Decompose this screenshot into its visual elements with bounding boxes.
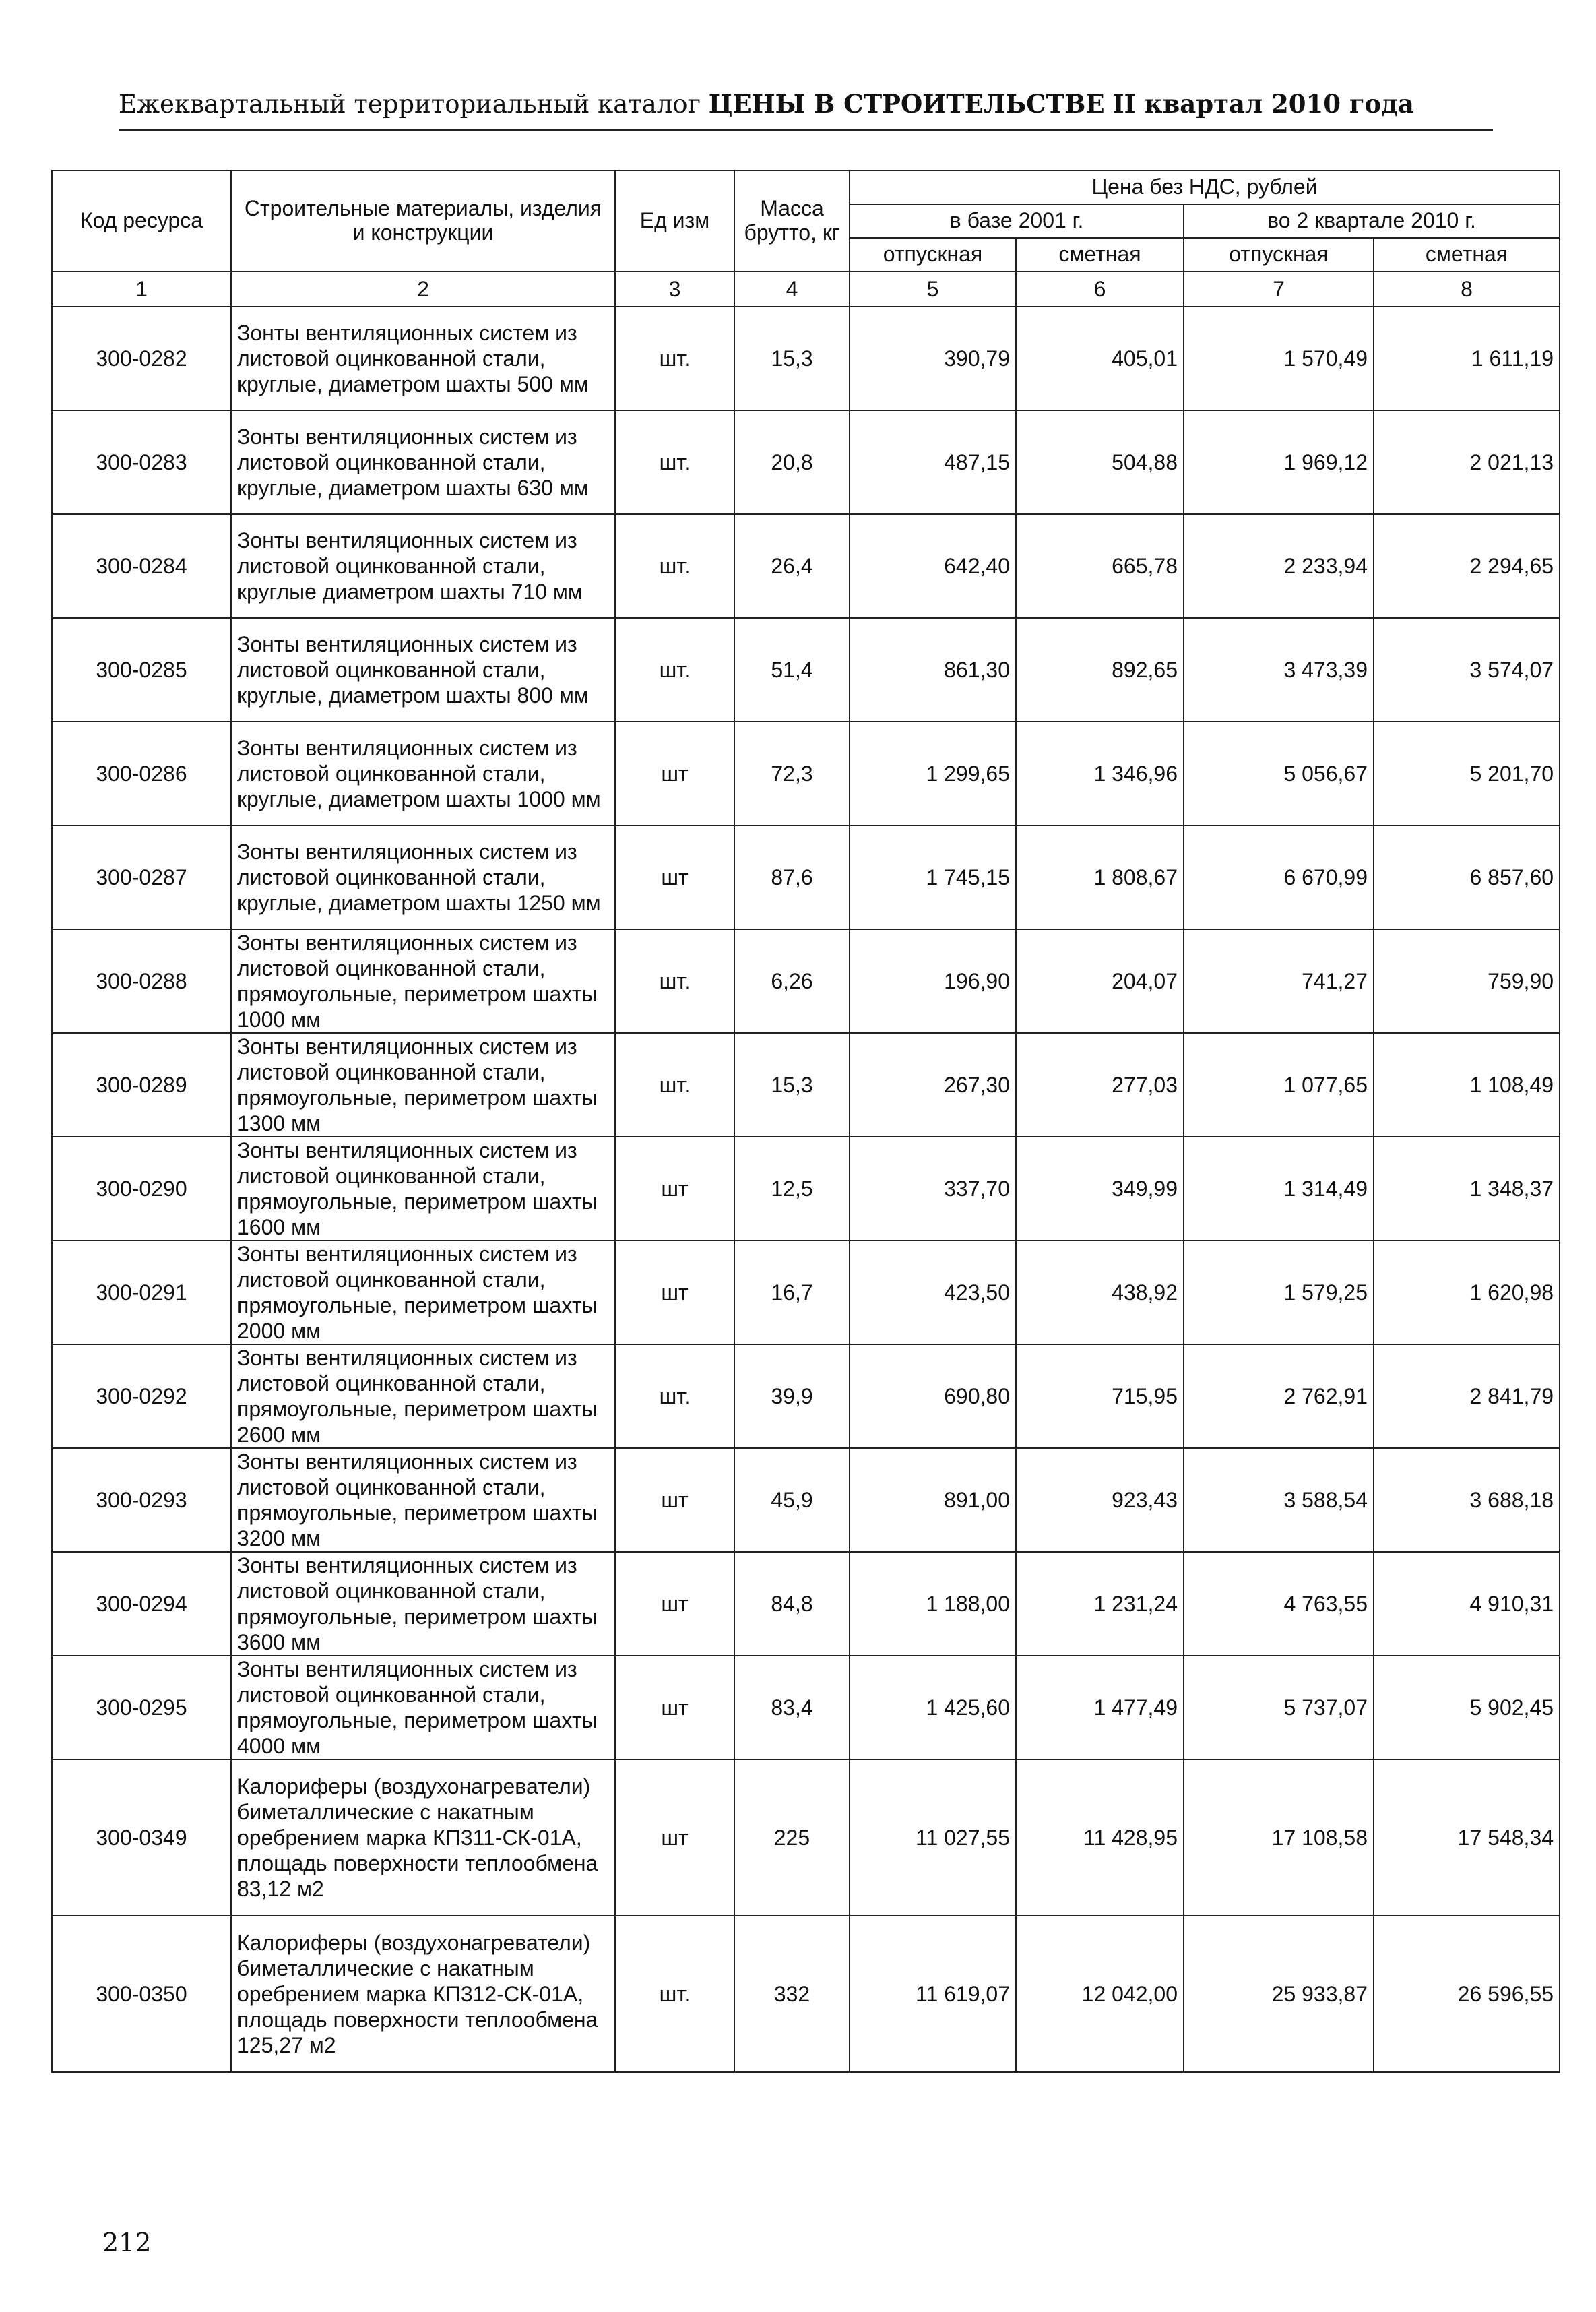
current-release-price: 1 077,65 [1184, 1033, 1374, 1137]
table-row [52, 618, 1560, 722]
unit-of-measure: шт. [615, 618, 734, 722]
base-estimate-price: 1 808,67 [1016, 825, 1184, 929]
base-estimate-price: 12 042,00 [1016, 1916, 1184, 2072]
header-name: Строительные материалы, изделия и конструкции [231, 170, 615, 272]
base-estimate-price: 349,99 [1016, 1137, 1184, 1241]
base-release-price: 390,79 [850, 307, 1016, 410]
table-row [52, 1033, 1560, 1137]
header-row-1 [52, 170, 1560, 204]
material-name: Зонты вентиляционных систем из листовой оцинкованной стали, круглые, диаметром шахты 1000 мм [231, 722, 615, 825]
header-mass: Масса брутто, кг [734, 170, 850, 272]
header-base-estimate: сметная [1016, 238, 1184, 272]
header-base-release: отпускная [850, 238, 1016, 272]
base-estimate-price: 204,07 [1016, 929, 1184, 1033]
current-estimate-price: 4 910,31 [1374, 1552, 1560, 1656]
current-estimate-price: 2 841,79 [1374, 1344, 1560, 1448]
gross-mass: 45,9 [734, 1448, 850, 1552]
gross-mass: 15,3 [734, 307, 850, 410]
material-name: Зонты вентиляционных систем из листовой оцинкованной стали, прямоугольные, периметром шахты 1600 мм [231, 1137, 615, 1241]
resource-code: 300-0293 [52, 1448, 231, 1552]
material-name: Зонты вентиляционных систем из листовой оцинкованной стали, прямоугольные, периметром шахты 1300 мм [231, 1033, 615, 1137]
current-release-price: 6 670,99 [1184, 825, 1374, 929]
current-estimate-price: 1 611,19 [1374, 307, 1560, 410]
current-release-price: 3 588,54 [1184, 1448, 1374, 1552]
unit-of-measure: шт. [615, 929, 734, 1033]
gross-mass: 39,9 [734, 1344, 850, 1448]
base-estimate-price: 1 231,24 [1016, 1552, 1184, 1656]
header-rule [119, 129, 1493, 131]
base-release-price: 337,70 [850, 1137, 1016, 1241]
resource-code: 300-0288 [52, 929, 231, 1033]
gross-mass: 6,26 [734, 929, 850, 1033]
table-row [52, 1448, 1560, 1552]
base-release-price: 690,80 [850, 1344, 1016, 1448]
gross-mass: 84,8 [734, 1552, 850, 1656]
current-release-price: 2 233,94 [1184, 514, 1374, 618]
price-table [51, 170, 1560, 2073]
material-name: Зонты вентиляционных систем из листовой оцинкованной стали, круглые, диаметром шахты 1250 мм [231, 825, 615, 929]
table-row [52, 307, 1560, 410]
current-release-price: 1 579,25 [1184, 1241, 1374, 1344]
catalog-title: ЦЕНЫ В СТРОИТЕЛЬСТВЕ [708, 89, 1105, 119]
material-name: Калориферы (воздухонагреватели) биметаллические с накатным оребрением марка КП312-СК-01А, площадь поверхности теплообмена 125,27 м2 [231, 1916, 615, 2072]
unit-of-measure: шт [615, 1552, 734, 1656]
gross-mass: 16,7 [734, 1241, 850, 1344]
resource-code: 300-0283 [52, 410, 231, 514]
unit-of-measure: шт [615, 1448, 734, 1552]
current-release-price: 5 056,67 [1184, 722, 1374, 825]
base-release-price: 642,40 [850, 514, 1016, 618]
material-name: Зонты вентиляционных систем из листовой оцинкованной стали, круглые, диаметром шахты 630 мм [231, 410, 615, 514]
current-estimate-price: 5 902,45 [1374, 1656, 1560, 1759]
current-release-price: 3 473,39 [1184, 618, 1374, 722]
base-release-price: 11 027,55 [850, 1759, 1016, 1916]
material-name: Калориферы (воздухонагреватели) биметаллические с накатным оребрением марка КП311-СК-01А, площадь поверхности теплообмена 83,12 м2 [231, 1759, 615, 1916]
material-name: Зонты вентиляционных систем из листовой оцинкованной стали, прямоугольные, периметром шахты 4000 мм [231, 1656, 615, 1759]
table-row [52, 1552, 1560, 1656]
table-row [52, 722, 1560, 825]
column-number: 1 [52, 272, 231, 307]
gross-mass: 26,4 [734, 514, 850, 618]
resource-code: 300-0294 [52, 1552, 231, 1656]
table-row [52, 514, 1560, 618]
base-estimate-price: 11 428,95 [1016, 1759, 1184, 1916]
column-number-row [52, 272, 1560, 307]
current-estimate-price: 2 294,65 [1374, 514, 1560, 618]
header-code: Код ресурса [52, 170, 231, 272]
gross-mass: 225 [734, 1759, 850, 1916]
current-release-price: 5 737,07 [1184, 1656, 1374, 1759]
gross-mass: 83,4 [734, 1656, 850, 1759]
unit-of-measure: шт [615, 1759, 734, 1916]
gross-mass: 51,4 [734, 618, 850, 722]
material-name: Зонты вентиляционных систем из листовой оцинкованной стали, прямоугольные, периметром шахты 3200 мм [231, 1448, 615, 1552]
base-estimate-price: 665,78 [1016, 514, 1184, 618]
column-number: 7 [1184, 272, 1374, 307]
current-release-price: 1 570,49 [1184, 307, 1374, 410]
base-estimate-price: 1 346,96 [1016, 722, 1184, 825]
material-name: Зонты вентиляционных систем из листовой оцинкованной стали, прямоугольные, периметром шахты 2600 мм [231, 1344, 615, 1448]
resource-code: 300-0286 [52, 722, 231, 825]
current-release-price: 4 763,55 [1184, 1552, 1374, 1656]
catalog-prefix: Ежеквартальный территориальный каталог [119, 90, 701, 119]
header-current-estimate: сметная [1374, 238, 1560, 272]
gross-mass: 12,5 [734, 1137, 850, 1241]
unit-of-measure: шт. [615, 1033, 734, 1137]
resource-code: 300-0290 [52, 1137, 231, 1241]
unit-of-measure: шт [615, 1656, 734, 1759]
base-release-price: 1 299,65 [850, 722, 1016, 825]
material-name: Зонты вентиляционных систем из листовой оцинкованной стали, прямоугольные, периметром шахты 2000 мм [231, 1241, 615, 1344]
current-estimate-price: 1 348,37 [1374, 1137, 1560, 1241]
gross-mass: 20,8 [734, 410, 850, 514]
column-number: 3 [615, 272, 734, 307]
base-estimate-price: 277,03 [1016, 1033, 1184, 1137]
resource-code: 300-0289 [52, 1033, 231, 1137]
unit-of-measure: шт [615, 1241, 734, 1344]
base-estimate-price: 715,95 [1016, 1344, 1184, 1448]
base-estimate-price: 438,92 [1016, 1241, 1184, 1344]
table-row [52, 1759, 1560, 1916]
base-estimate-price: 923,43 [1016, 1448, 1184, 1552]
base-release-price: 196,90 [850, 929, 1016, 1033]
unit-of-measure: шт [615, 722, 734, 825]
unit-of-measure: шт. [615, 307, 734, 410]
current-estimate-price: 1 108,49 [1374, 1033, 1560, 1137]
current-estimate-price: 26 596,55 [1374, 1916, 1560, 2072]
base-release-price: 267,30 [850, 1033, 1016, 1137]
gross-mass: 332 [734, 1916, 850, 2072]
table-body [52, 307, 1560, 2072]
unit-of-measure: шт [615, 825, 734, 929]
base-estimate-price: 504,88 [1016, 410, 1184, 514]
table-row [52, 825, 1560, 929]
page-number: 212 [102, 2228, 152, 2257]
base-estimate-price: 1 477,49 [1016, 1656, 1184, 1759]
table-row [52, 410, 1560, 514]
current-estimate-price: 2 021,13 [1374, 410, 1560, 514]
current-release-price: 2 762,91 [1184, 1344, 1374, 1448]
column-number: 5 [850, 272, 1016, 307]
resource-code: 300-0292 [52, 1344, 231, 1448]
base-release-price: 861,30 [850, 618, 1016, 722]
catalog-period: II квартал 2010 года [1112, 89, 1414, 119]
gross-mass: 15,3 [734, 1033, 850, 1137]
header-current: во 2 квартале 2010 г. [1184, 204, 1560, 238]
base-release-price: 1 188,00 [850, 1552, 1016, 1656]
base-estimate-price: 892,65 [1016, 618, 1184, 722]
current-release-price: 17 108,58 [1184, 1759, 1374, 1916]
resource-code: 300-0349 [52, 1759, 231, 1916]
material-name: Зонты вентиляционных систем из листовой оцинкованной стали, прямоугольные, периметром шахты 1000 мм [231, 929, 615, 1033]
column-number: 8 [1374, 272, 1560, 307]
material-name: Зонты вентиляционных систем из листовой оцинкованной стали, круглые, диаметром шахты 500 мм [231, 307, 615, 410]
material-name: Зонты вентиляционных систем из листовой оцинкованной стали, круглые диаметром шахты 710 мм [231, 514, 615, 618]
resource-code: 300-0284 [52, 514, 231, 618]
current-estimate-price: 1 620,98 [1374, 1241, 1560, 1344]
base-release-price: 1 425,60 [850, 1656, 1016, 1759]
resource-code: 300-0285 [52, 618, 231, 722]
table-row [52, 1656, 1560, 1759]
current-release-price: 741,27 [1184, 929, 1374, 1033]
resource-code: 300-0282 [52, 307, 231, 410]
table-row [52, 1344, 1560, 1448]
resource-code: 300-0350 [52, 1916, 231, 2072]
unit-of-measure: шт. [615, 410, 734, 514]
unit-of-measure: шт. [615, 1344, 734, 1448]
header-base: в базе 2001 г. [850, 204, 1184, 238]
table-row [52, 1137, 1560, 1241]
resource-code: 300-0295 [52, 1656, 231, 1759]
current-estimate-price: 3 574,07 [1374, 618, 1560, 722]
base-release-price: 487,15 [850, 410, 1016, 514]
header-price: Цена без НДС, рублей [850, 170, 1560, 204]
current-release-price: 1 969,12 [1184, 410, 1374, 514]
material-name: Зонты вентиляционных систем из листовой оцинкованной стали, круглые, диаметром шахты 800 мм [231, 618, 615, 722]
base-release-price: 11 619,07 [850, 1916, 1016, 2072]
base-release-price: 1 745,15 [850, 825, 1016, 929]
page-header [119, 89, 1493, 119]
gross-mass: 87,6 [734, 825, 850, 929]
header-current-release: отпускная [1184, 238, 1374, 272]
table-row [52, 929, 1560, 1033]
base-release-price: 891,00 [850, 1448, 1016, 1552]
column-number: 6 [1016, 272, 1184, 307]
table-row [52, 1241, 1560, 1344]
header-unit: Ед изм [615, 170, 734, 272]
current-release-price: 25 933,87 [1184, 1916, 1374, 2072]
current-release-price: 1 314,49 [1184, 1137, 1374, 1241]
table-row [52, 1916, 1560, 2072]
current-estimate-price: 17 548,34 [1374, 1759, 1560, 1916]
current-estimate-price: 5 201,70 [1374, 722, 1560, 825]
unit-of-measure: шт. [615, 1916, 734, 2072]
base-estimate-price: 405,01 [1016, 307, 1184, 410]
column-number: 2 [231, 272, 615, 307]
unit-of-measure: шт [615, 1137, 734, 1241]
material-name: Зонты вентиляционных систем из листовой оцинкованной стали, прямоугольные, периметром шахты 3600 мм [231, 1552, 615, 1656]
resource-code: 300-0287 [52, 825, 231, 929]
current-estimate-price: 3 688,18 [1374, 1448, 1560, 1552]
current-estimate-price: 759,90 [1374, 929, 1560, 1033]
column-number: 4 [734, 272, 850, 307]
unit-of-measure: шт. [615, 514, 734, 618]
resource-code: 300-0291 [52, 1241, 231, 1344]
current-estimate-price: 6 857,60 [1374, 825, 1560, 929]
gross-mass: 72,3 [734, 722, 850, 825]
base-release-price: 423,50 [850, 1241, 1016, 1344]
